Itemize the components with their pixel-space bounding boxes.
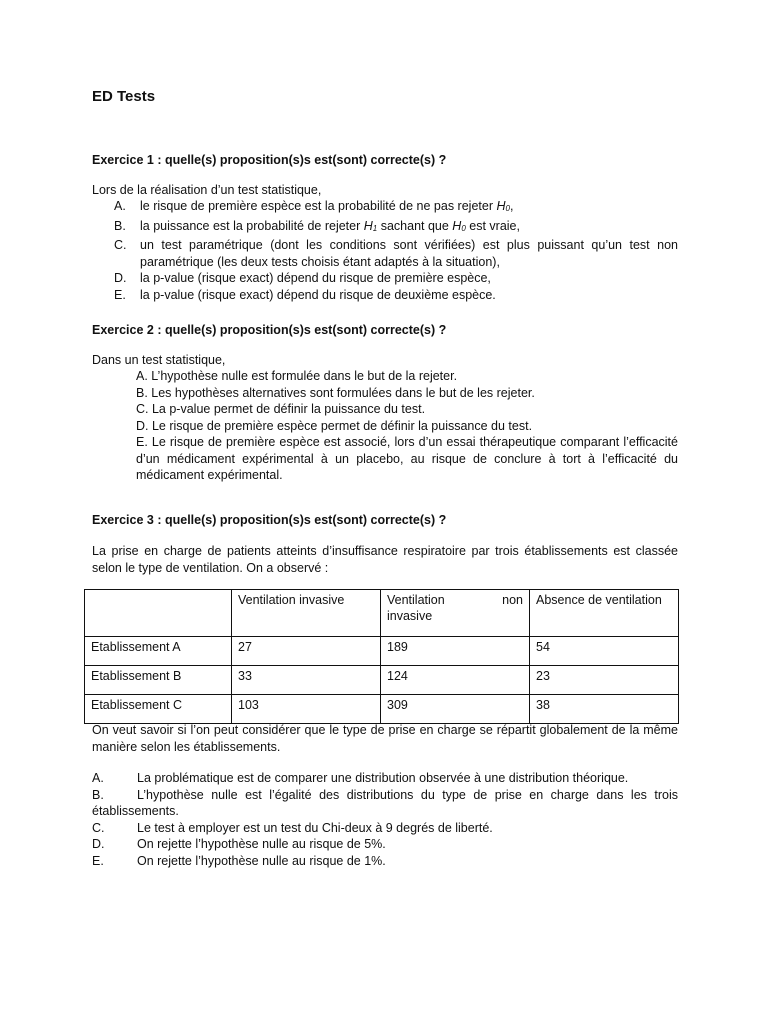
- table-cell: Etablissement C: [85, 695, 232, 724]
- table-cell: 38: [530, 695, 679, 724]
- table-cell: Etablissement A: [85, 637, 232, 666]
- table-cell: 33: [232, 666, 381, 695]
- exercise-1-option-d: D. la p-value (risque exact) dépend du risque de première espèce,: [114, 271, 491, 285]
- table-header-cell: Ventilation invasive: [232, 590, 381, 637]
- exercise-3-question-text: On veut savoir si l’on peut considérer que le type de prise en charge se répartit globalement de la même manière selon les établissements.: [92, 723, 678, 754]
- table-header-cell: Absence de ventilation: [530, 590, 679, 637]
- table-header-cell: Ventilation non invasive: [381, 590, 530, 637]
- exercise-2-intro: Dans un test statistique,: [92, 353, 226, 367]
- exercise-2-heading: Exercice 2 : quelle(s) proposition(s)s est(sont) correcte(s) ?: [92, 323, 447, 337]
- exercise-2-options: [92, 368, 678, 484]
- exercise-2-option-c: C. La p-value permet de définir la puissance du test.: [136, 402, 426, 416]
- exercise-1-intro: Lors de la réalisation d’un test statistique,: [92, 183, 322, 197]
- table-cell: 27: [232, 637, 381, 666]
- exercise-3-option-e: E. On rejette l’hypothèse nulle au risque de 1%.: [92, 853, 386, 868]
- exercise-1-heading: Exercice 1 : quelle(s) proposition(s)s est(sont) correcte(s) ?: [92, 153, 447, 167]
- table-cell: Etablissement B: [85, 666, 232, 695]
- exercise-3-options: [92, 770, 678, 869]
- page-title: ED Tests: [92, 88, 156, 105]
- table-row: [85, 695, 679, 724]
- exercise-2-option-d: D. Le risque de première espèce permet de définir la puissance du test.: [136, 418, 533, 433]
- table-cell: 309: [381, 695, 530, 724]
- exercise-3-intro: La prise en charge de patients atteints d’insuffisance respiratoire par trois établissements est classée selon le type de ventilation. On a observé :: [92, 544, 678, 575]
- exercise-2-option-a: A. L’hypothèse nulle est formulée dans le but de la rejeter.: [136, 369, 458, 383]
- ventilation-table: [84, 589, 679, 724]
- exercise-1-option-b: B. la puissance est la probabilité de rejeter $H_1$ sachant que $H_0$ est vraie,: [114, 218, 520, 233]
- exercise-3-option-d: D. On rejette l’hypothèse nulle au risque de 5%.: [92, 837, 386, 851]
- exercise-3-heading: Exercice 3 : quelle(s) proposition(s)s est(sont) correcte(s) ?: [92, 513, 447, 527]
- table-header-cell: [85, 590, 232, 637]
- table-cell: 103: [232, 695, 381, 724]
- exercise-1-option-a: A. le risque de première espèce est la probabilité de ne pas rejeter $H_0$,: [114, 199, 514, 213]
- exercise-1-options: [92, 198, 678, 303]
- exercise-1-option-e: E. la p-value (risque exact) dépend du risque de deuxième espèce.: [114, 287, 496, 302]
- exercise-2-option-e: E. Le risque de première espèce est associé, lors d’un essai thérapeutique comparant l’efficacité d’un médicament expérimental à un placebo, au risque de conclure à tort à l’efficacité du médicament expérimental.: [136, 435, 678, 482]
- exercise-3-option-a: A. La problématique est de comparer une distribution observée à une distribution théorique.: [92, 771, 629, 785]
- table-cell: 189: [381, 637, 530, 666]
- table-cell: 54: [530, 637, 679, 666]
- table-header-row: [85, 590, 679, 637]
- table-cell: 124: [381, 666, 530, 695]
- exercise-3-option-b: B. L’hypothèse nulle est l’égalité des distributions du type de prise en charge dans les trois établissements.: [92, 787, 678, 818]
- table-cell: 23: [530, 666, 679, 695]
- exercise-1-option-c: C. un test paramétrique (dont les conditions sont vérifiées) est plus puissant qu’un test non paramétrique (les deux tests choisis étant adaptés à la situation),: [114, 238, 678, 269]
- exercise-2-option-b: B. Les hypothèses alternatives sont formulées dans le but de les rejeter.: [136, 385, 535, 400]
- table-row: [85, 666, 679, 695]
- table-row: [85, 637, 679, 666]
- exercise-3-option-c: C. Le test à employer est un test du Chi-deux à 9 degrés de liberté.: [92, 820, 493, 835]
